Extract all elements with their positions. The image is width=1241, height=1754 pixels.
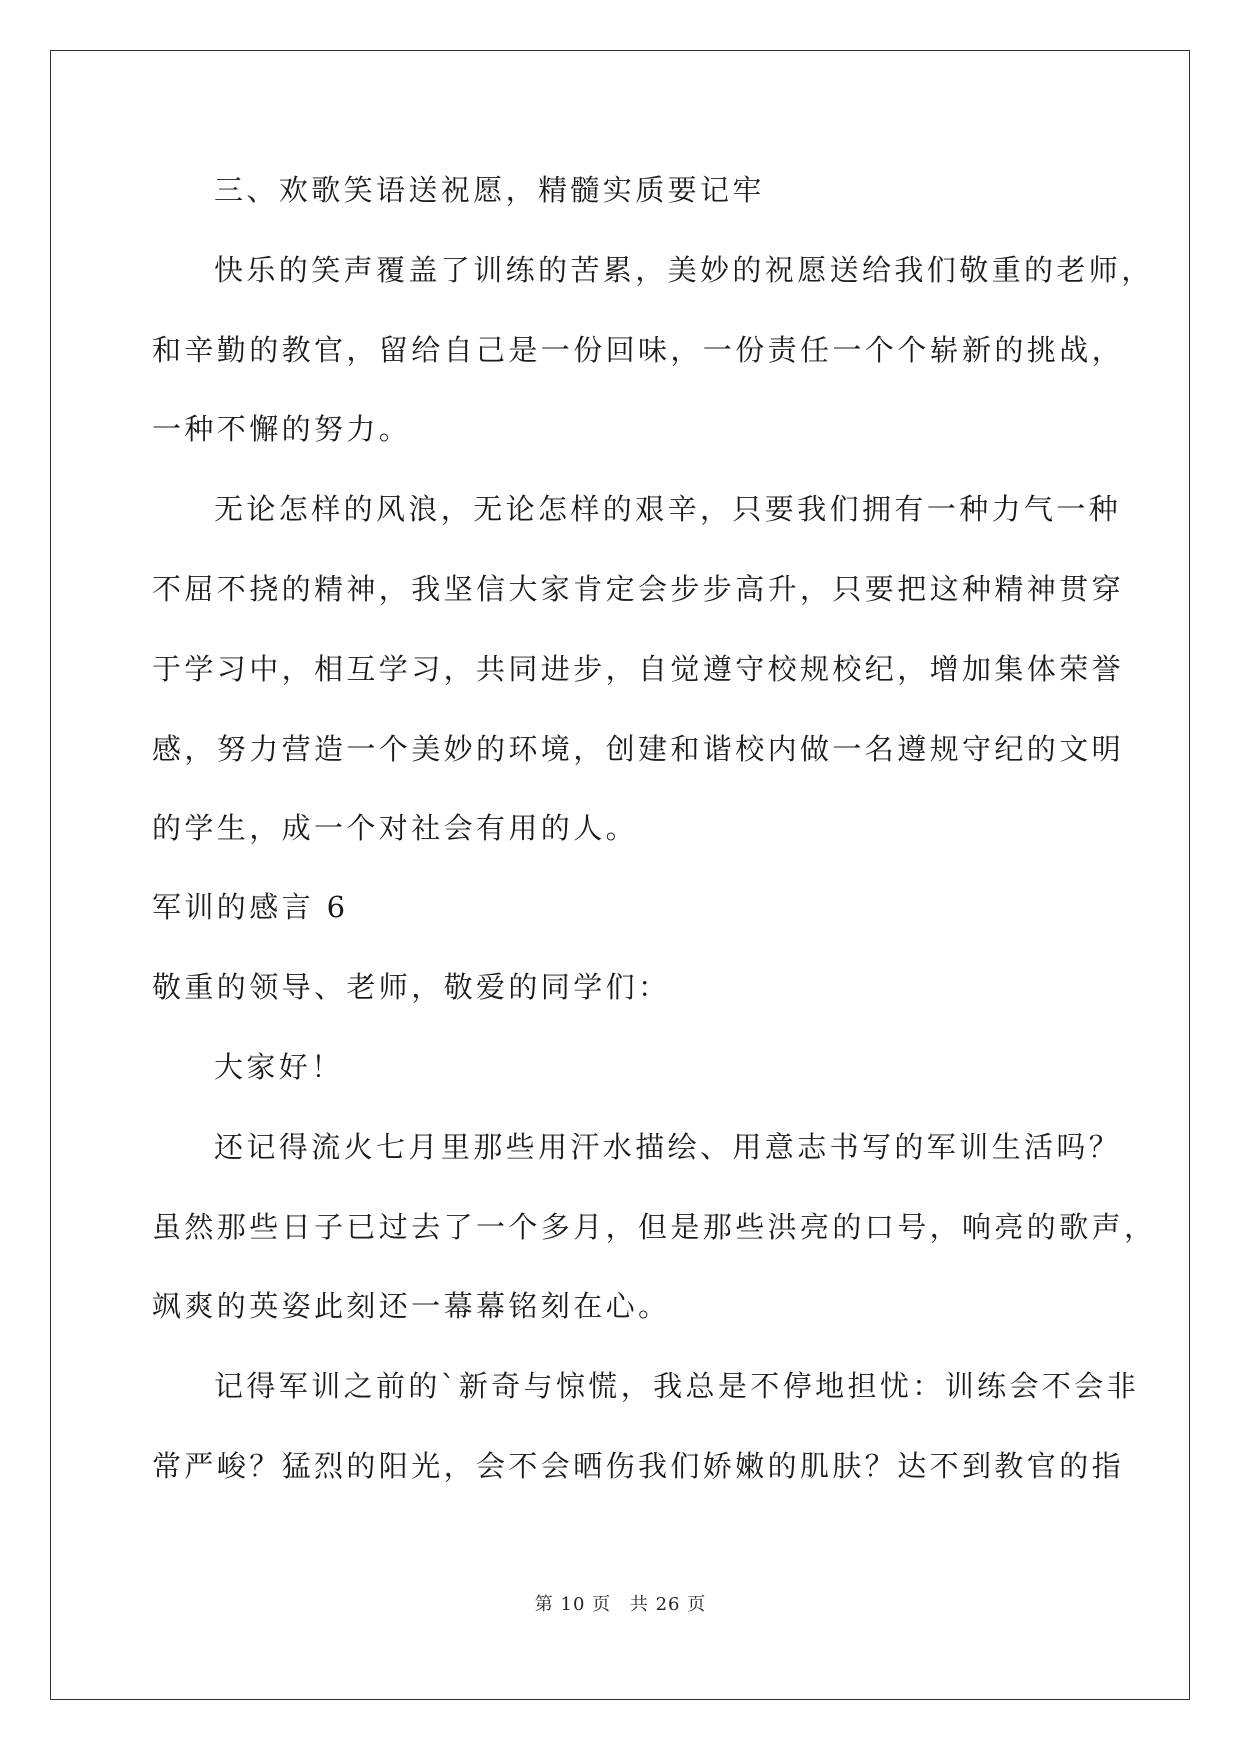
paragraph-line: 的学生，成一个对社会有用的人。 xyxy=(152,811,639,845)
paragraph-line: 常严峻？猛烈的阳光，会不会晒伤我们娇嫩的肌肤？达不到教官的指 xyxy=(152,1449,1125,1483)
section-heading: 三、欢歌笑语送祝愿，精髓实质要记牢 xyxy=(214,173,765,207)
paragraph-line: 快乐的笑声覆盖了训练的苦累，美妙的祝愿送给我们敬重的老师， xyxy=(214,253,1154,287)
paragraph-line: 飒爽的英姿此刻还一幕幕铭刻在心。 xyxy=(152,1289,671,1323)
paragraph-line: 不屈不挠的精神，我坚信大家肯定会步步高升，只要把这种精神贯穿 xyxy=(152,572,1125,606)
paragraph-line: 一种不懈的努力。 xyxy=(152,412,412,446)
greeting: 大家好！ xyxy=(214,1050,344,1084)
paragraph-line: 感，努力营造一个美妙的环境，创建和谐校内做一名遵规守纪的文明 xyxy=(152,732,1125,766)
paragraph-line: 无论怎样的风浪，无论怎样的艰辛，只要我们拥有一种力气一种 xyxy=(214,492,1122,526)
paragraph-line: 虽然那些日子已过去了一个多月，但是那些洪亮的口号，响亮的歌声， xyxy=(152,1210,1157,1244)
article-title: 军训的感言 6 xyxy=(152,890,349,924)
paragraph-line: 于学习中，相互学习，共同进步，自觉遵守校规校纪，增加集体荣誉 xyxy=(152,652,1125,686)
paragraph-line: 还记得流火七月里那些用汗水描绘、用意志书写的军训生活吗？ xyxy=(214,1130,1122,1164)
page-number: 第 10 页 xyxy=(534,1594,612,1615)
paragraph-line: 记得军训之前的`新奇与惊慌，我总是不停地担忧：训练会不会非 xyxy=(214,1369,1140,1403)
page-total: 共 26 页 xyxy=(629,1594,707,1615)
salutation: 敬重的领导、老师，敬爱的同学们： xyxy=(152,970,671,1004)
page-footer xyxy=(0,1590,1241,1616)
paragraph-line: 和辛勤的教官，留给自己是一份回味，一份责任一个个崭新的挑战， xyxy=(152,333,1125,367)
